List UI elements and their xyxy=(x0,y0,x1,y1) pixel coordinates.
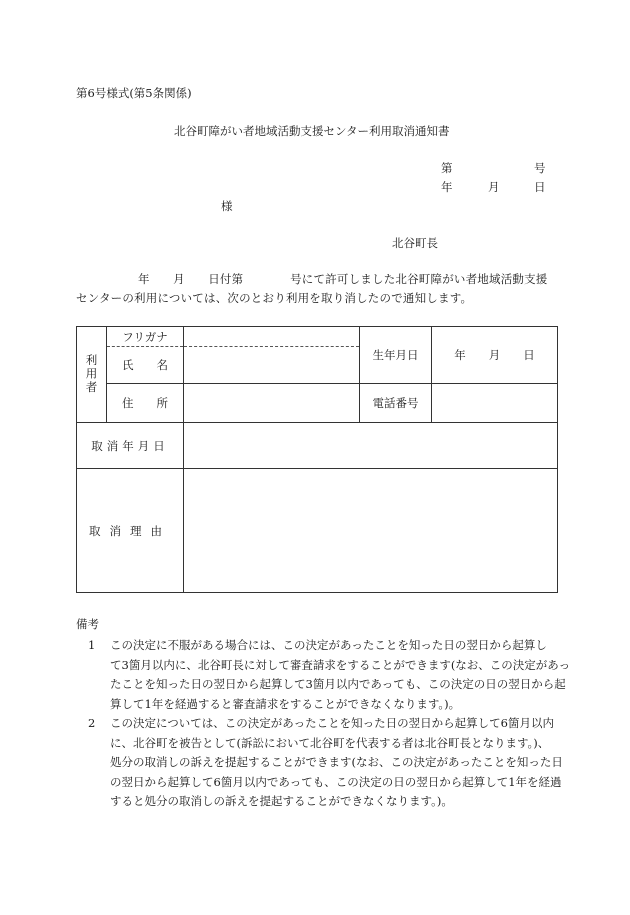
note-number: 2 xyxy=(88,716,96,730)
note-line: この決定については、この決定があったことを知った日の翌日から起算して6箇月以内 xyxy=(110,716,554,730)
note-line: の翌日から起算して6箇月以内であっても、この決定の日の翌日から起算して1年を経過 xyxy=(110,774,562,789)
form-number: 第6号様式(第5条関係) xyxy=(76,86,192,100)
note-line: て3箇月以内に、北谷町長に対して審査請求をすることができます(なお、この決定があっ xyxy=(110,657,571,672)
cancel-reason-field[interactable] xyxy=(184,469,558,593)
note-line: すると処分の取消しの訴えを提起することができなくなります。)。 xyxy=(110,794,453,808)
birthdate-label-cell xyxy=(360,327,432,384)
address-label-cell xyxy=(107,384,184,423)
body-paragraph xyxy=(76,270,558,308)
address-label: 住 所 xyxy=(122,396,168,410)
cancel-reason-label: 取消理由 xyxy=(89,523,171,538)
birthdate-label: 生年月日 xyxy=(372,348,419,362)
user-info-table xyxy=(76,326,558,593)
date-month: 月 xyxy=(488,180,500,194)
note-line: 処分の取消しの訴えを提起することができます(なお、この決定があったことを知った日 xyxy=(110,755,563,769)
furigana-label-cell xyxy=(107,327,184,347)
name-label: 氏 名 xyxy=(122,358,168,372)
phone-label-cell xyxy=(360,384,432,423)
note-item xyxy=(76,714,566,812)
note-item xyxy=(76,636,571,714)
cancel-date-field[interactable] xyxy=(184,423,558,469)
note-line: この決定に不服がある場合には、この決定があったことを知った日の翌日から起算し xyxy=(110,638,547,652)
birthdate-value: 年 月 日 xyxy=(454,348,535,362)
issuer: 北谷町長 xyxy=(392,236,438,250)
user-header-cell xyxy=(77,327,107,423)
note-line: に、北谷町を被告として(訴訟において北谷町を代表する者は北谷町長となります。)、 xyxy=(110,735,550,750)
body-line: 年 月 日付第 号にて許可しました北谷町障がい者地域活動支援 xyxy=(138,272,548,286)
user-header: 利用者 xyxy=(84,354,99,395)
note-line: 算して1年を経過すると審査請求をすることができなくなります。)。 xyxy=(110,696,461,711)
doc-number-prefix: 第 xyxy=(441,161,453,175)
furigana-field[interactable] xyxy=(184,327,360,347)
cancel-date-label-cell xyxy=(77,423,184,469)
notes-section xyxy=(76,616,571,812)
furigana-label: フリガナ xyxy=(122,329,168,344)
name-field[interactable] xyxy=(184,347,360,384)
date-day: 日 xyxy=(534,180,546,194)
recipient-suffix: 様 xyxy=(221,199,233,213)
date-year: 年 xyxy=(441,180,453,194)
phone-field[interactable] xyxy=(432,384,558,423)
note-number: 1 xyxy=(88,638,96,652)
note-line: たことを知った日の翌日から起算して3箇月以内であっても、この決定の日の翌日から起 xyxy=(110,677,566,691)
notes-title: 備考 xyxy=(76,617,99,631)
phone-label: 電話番号 xyxy=(372,396,419,410)
body-line: センターの利用については、次のとおり利用を取り消したので通知します。 xyxy=(76,291,473,305)
cancel-date-label: 取消年月日 xyxy=(91,438,169,453)
cancel-reason-label-cell xyxy=(77,469,184,593)
name-label-cell xyxy=(107,347,184,384)
doc-number-suffix: 号 xyxy=(534,161,546,175)
birthdate-field[interactable] xyxy=(432,327,558,384)
document-title: 北谷町障がい者地域活動支援センター利用取消通知書 xyxy=(174,124,450,138)
address-field[interactable] xyxy=(184,384,360,423)
